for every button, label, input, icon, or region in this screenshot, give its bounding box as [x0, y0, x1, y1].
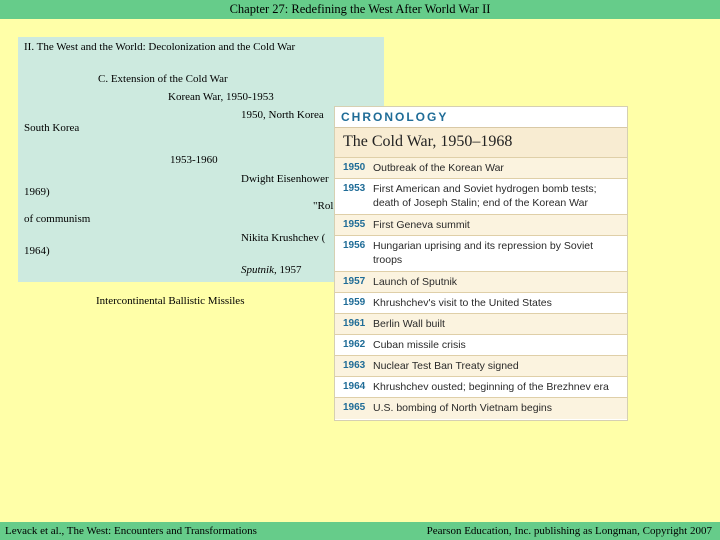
chronology-event: U.S. bombing of North Vietnam begins — [373, 402, 552, 414]
outline-item-1964: 1964) — [24, 245, 50, 257]
outline-item-sputnik — [241, 264, 302, 277]
chronology-list — [335, 157, 627, 419]
outline-heading: II. The West and the World: Decolonization and the Cold War — [24, 41, 296, 53]
outline-item-korean-war: Korean War, 1950-1953 — [168, 91, 274, 103]
sputnik-year: , 1957 — [274, 264, 302, 276]
chronology-row — [335, 292, 627, 313]
chronology-row — [335, 313, 627, 334]
outline-subheading: C. Extension of the Cold War — [98, 73, 228, 85]
footer-copyright: Pearson Education, Inc. publishing as Longman, Copyright 2007 — [426, 525, 712, 537]
outline-item-communism: of communism — [24, 213, 91, 225]
chronology-year: 1965 — [343, 402, 366, 413]
outline-item-south-korea: South Korea — [24, 122, 80, 134]
outline-item-1950: 1950, North Korea — [241, 109, 324, 121]
chronology-year: 1963 — [343, 360, 366, 371]
outline-item-eisenhower: Dwight Eisenhower — [241, 173, 329, 185]
outline-item-1969: 1969) — [24, 186, 50, 198]
chronology-row — [335, 157, 627, 178]
chronology-year: 1957 — [343, 276, 366, 287]
outline-item-1953-1960: 1953-1960 — [170, 154, 218, 166]
chronology-event: Outbreak of the Korean War — [373, 162, 504, 174]
footer-bar — [0, 522, 720, 540]
chronology-year: 1964 — [343, 381, 366, 392]
chronology-event: Cuban missile crisis — [373, 339, 466, 351]
chronology-event: Hungarian uprising and its repression by Soviet troops — [373, 240, 594, 266]
chronology-row — [335, 376, 627, 397]
slide-title-bar — [0, 0, 720, 19]
outline-item-icbm: Intercontinental Ballistic Missiles — [96, 295, 245, 307]
outline-item-rol: "Rol — [313, 200, 334, 212]
chronology-row — [335, 271, 627, 292]
chronology-year: 1962 — [343, 339, 366, 350]
chronology-row — [335, 355, 627, 376]
chronology-row — [335, 235, 627, 271]
footer-citation: Levack et al., The West: Encounters and Transformations — [5, 525, 257, 537]
slide-title: Chapter 27: Redefining the West After World War II — [229, 2, 491, 16]
chronology-event: Nuclear Test Ban Treaty signed — [373, 360, 519, 372]
chronology-row — [335, 178, 627, 214]
chronology-heading: CHRONOLOGY — [335, 107, 627, 127]
sputnik-italic: Sputnik — [241, 264, 274, 276]
chronology-event: Berlin Wall built — [373, 318, 445, 330]
chronology-subtitle: The Cold War, 1950–1968 — [335, 127, 627, 157]
chronology-year: 1953 — [343, 183, 366, 194]
chronology-year: 1956 — [343, 240, 366, 251]
chronology-event: First American and Soviet hydrogen bomb tests; death of Joseph Stalin; end of the Korean War — [373, 183, 597, 209]
chronology-year: 1955 — [343, 219, 366, 230]
chronology-row — [335, 214, 627, 235]
chronology-year: 1961 — [343, 318, 366, 329]
chronology-image — [334, 106, 628, 421]
outline-item-krushchev: Nikita Krushchev ( — [241, 232, 326, 244]
chronology-event: First Geneva summit — [373, 219, 470, 231]
chronology-event: Khrushchev's visit to the United States — [373, 297, 552, 309]
chronology-row — [335, 397, 627, 419]
chronology-year: 1959 — [343, 297, 366, 308]
chronology-row — [335, 334, 627, 355]
chronology-event: Launch of Sputnik — [373, 276, 458, 288]
chronology-event: Khrushchev ousted; beginning of the Brezhnev era — [373, 381, 609, 393]
chronology-year: 1950 — [343, 162, 366, 173]
